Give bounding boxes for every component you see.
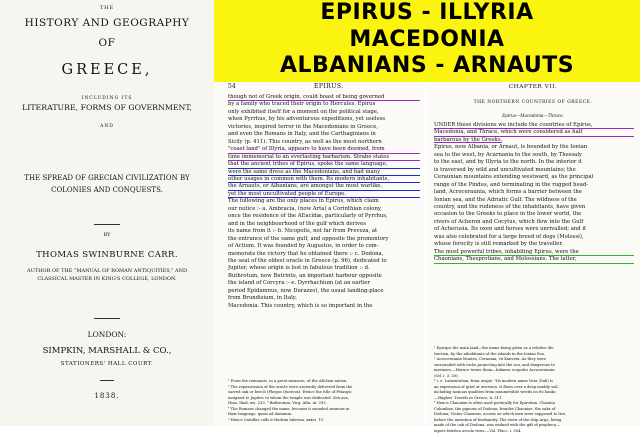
text-line: land, Acroceraunia, which forms a barrier between the: [434, 189, 634, 196]
text-line: range of the Pindus, and terminating in the rugged head-: [434, 182, 634, 189]
section-heading: THE NORTHERN COUNTRIES OF GREECE.: [426, 100, 640, 105]
title-year: 1838.: [0, 392, 214, 400]
chapter-heading: CHAPTER VII.: [426, 84, 640, 90]
text-line: only exhibited itself for a moment on the political stage,: [228, 109, 420, 116]
title-by: BY: [0, 232, 214, 238]
text-line: Buthrotum, now Butrinto, an important harbour opposite: [228, 273, 420, 280]
text-line: of Actium. It was founded by Augustus, in order to com-: [228, 243, 420, 250]
text-line: Epirus, now Albania, or Arnaut, is bounded by the Ionian: [434, 144, 634, 151]
title-line-2: OF: [0, 37, 214, 49]
text-line: by a family who traced their origin to Hercules. Epirus: [228, 101, 420, 108]
footnote-line: including noxious qualities from innumerable weeds on its banks: [434, 390, 634, 396]
text-line: of Acherusia. Its oxen and horses were unrivalled; and it: [434, 226, 634, 233]
text-line: once the residence of the AEacidæ, particularly of Pyrrhus,: [228, 213, 420, 220]
text-line-span: barbarous by the Greeks.: [434, 137, 502, 143]
footnote-line: ² The repossession of the oracle were anciently delivered from the: [228, 385, 420, 391]
title-publisher: SIMPKIN, MARSHALL & CO.,: [0, 346, 214, 356]
text-line: other usages in common with them. Its modern inhabitants,: [228, 176, 420, 183]
text-line: sea to the west, by Acarnania to the south, by Thessaly: [434, 152, 634, 159]
footnote-line: nipote fatidica arcula virus.—Val. Flacc. i. 304.: [434, 429, 634, 434]
text-line: UNDER these divisions we include the countries of Epirus,: [434, 122, 634, 129]
text-line: from Brundisium, in Italy.: [228, 295, 420, 302]
footnotes: [228, 379, 420, 423]
text-line: Ionian sea, and the Adriatic Gulf. The wildness of the: [434, 197, 634, 204]
footnote-line: ² Acroceraunia Montes, Ceraunia, vii Kanveta. As they were: [434, 357, 634, 363]
footnote-line: made of the oak of Dodona, was endued with the gift of prophecy—: [434, 423, 634, 429]
text-line: memorate the victory that he obtained there :- c. Dodona,: [228, 251, 420, 258]
chapter-vii-page: [426, 80, 640, 426]
body-text: [228, 94, 420, 310]
footnote-line: (Od. i. 3. 20).: [434, 374, 634, 380]
title-rule-2: [94, 318, 120, 319]
title-author-desc-2: CLASSICAL MASTER IN KING'S COLLEGE, LONDON.: [0, 276, 214, 282]
topic-banner: [214, 0, 640, 82]
text-line: period Epidamnus, now Durazzo), the usual landing-place: [228, 288, 420, 295]
text-line: Ceraunian mountains extending westward, as the principal: [434, 174, 634, 181]
title-page: [0, 0, 214, 426]
title-the: THE: [0, 5, 214, 11]
text-line: were the same dress as the Macedonians, and had many: [228, 169, 420, 176]
footnote-line: their language, quasi ad damnum.: [228, 412, 420, 418]
text-line: to the east, and by Illyria to the north. In the interior it: [434, 159, 634, 166]
footnote-line: ⁴ Hence Chaonian is often used poetically for Epirotian. Chaonia: [434, 401, 634, 407]
title-city: LONDON:: [0, 330, 214, 339]
footnote-line: ³ i. e. Lamentation, from uwgie. "Its modern name Vora (Suli) is: [434, 379, 634, 385]
text-line: though not of Greek origin, could boast of being governed: [228, 94, 420, 101]
footnote-line: tinction, by the inhabitants of the islands in the Ionian Sea.: [434, 352, 634, 358]
title-spread-1: THE SPREAD OF GRECIAN CIVILIZATION BY: [0, 174, 214, 182]
footnote-line: —Hughes' Travels in Greece, ii. 311.: [434, 396, 634, 402]
footnote-line: an expression of grief or aversion. It flows over a deep muddy soil,: [434, 385, 634, 391]
text-line: the Arnauts, or Albanians, are amongst the most warlike,: [228, 183, 420, 190]
footnote-line: mariners.—Horace terms them—Infames scopulos Acroceraunia.: [434, 368, 634, 374]
footnote-line: surrounded with rocks projecting into the sea, and dangerous to: [434, 363, 634, 369]
title-rule-1: [94, 224, 120, 225]
text-line: the island of Corcyra :- e. Dyrrhachium (at an earlier: [228, 280, 420, 287]
title-rule-3: [100, 380, 114, 381]
text-line: victories, inspired terror in the Macedonians in Greece,: [228, 124, 420, 131]
text-line: was also celebrated for a large breed of dogs (Molossi),: [434, 234, 634, 241]
text-line: and even the Romans in Italy, and the Carthaginians in: [228, 131, 420, 138]
text-line: The following are the only places in Epirus, which claim: [228, 198, 420, 205]
title-literature: LITERATURE, FORMS OF GOVERNMENT,: [0, 103, 214, 112]
banner-line-2: MACEDONIA: [214, 27, 640, 52]
text-line: Macedonia. This country, which is so important in the: [228, 303, 420, 310]
text-line: Macedonia, and Thrace, which were considered as half: [434, 129, 634, 136]
banner-line-3: ALBANIANS - ARNAUTS: [214, 53, 640, 78]
text-line: its name from it :- b. Nicopolis, not far from Preveza, at: [228, 228, 420, 235]
title-line-1: HISTORY AND GEOGRAPHY: [0, 17, 214, 29]
text-line: Sicily (p. 411). This country, as well as the most northern: [228, 139, 420, 146]
text-line: Jupiter, whose origin is lost in fabulous tradition :- d.: [228, 265, 420, 272]
footnote-line: sacred oak or beech (Phegos Quercus). Hence the title of Pelasgic: [228, 390, 420, 396]
title-author: THOMAS SWINBURNE CARR.: [0, 250, 214, 260]
text-line: rivers of Acheron and Cocytus, which flow into the Gulf: [434, 219, 634, 226]
text-line: whose ferocity is still remarked by the traveller.: [434, 241, 634, 248]
footnote-line: ¹ Epwqos the main land—the name being given as a relative dis-: [434, 346, 634, 352]
text-line: when Pyrrhus, by his adventurous expeditions, yet useless: [228, 116, 420, 123]
running-head-title: EPIRUS.: [314, 83, 344, 90]
text-line: that the ancient tribes of Epirus, spoke the same language,: [228, 161, 420, 168]
title-author-desc-1: AUTHOR OF THE "MANUAL OF ROMAN ANTIQUITIES," AND: [0, 268, 214, 274]
title-stationers-hall: STATIONERS' HALL COURT.: [0, 361, 214, 367]
footnote-line: Dodona; Victus Chaonius, acorns on which men were supposed to live,: [434, 412, 634, 418]
text-line: time immemorial to an everlasting barbarism. Strabo states: [228, 154, 420, 161]
text-line: and in the neighbourhood of the gulf which derives: [228, 221, 420, 228]
text-line: yet the most uncultivated people of Europe.: [228, 191, 420, 198]
text-line: "coast land" of Illyria, appears to have been deemed, from: [228, 146, 420, 153]
text-line: The most powerful tribes, inhabiting Epirus, were the: [434, 249, 634, 256]
title-line-3: GREECE,: [0, 62, 214, 78]
footnote-line: assigned to Jupiter, to whom the temple was dedicated. Zeù ava,: [228, 396, 420, 402]
banner-line-1: EPIRUS - ILLYRIA: [214, 0, 640, 25]
text-line: the seat of the oldest oracle in Greece (p. 96), dedicated to: [228, 258, 420, 265]
footnote-line: ⁴ The Romans changed the name, because it sounded ominous in: [228, 407, 420, 413]
footnote-line: ¹ From the remnants, in a great measure, of the AEolian nation.: [228, 379, 420, 385]
section-subtitle: Epirus—Macedonia—Thrace.: [426, 113, 640, 118]
text-line: is traversed by wild and uncultivated mountains; the: [434, 167, 634, 174]
title-and: AND: [0, 124, 214, 129]
footnotes: [434, 346, 634, 434]
text-line: country, and the rudeness of the inhabitants, have given: [434, 204, 634, 211]
text-line: occasion to the Greeks to place in the lower world, the: [434, 211, 634, 218]
footnote-line: before the invention of husbandry. The stern of the ship Argo, being: [434, 418, 634, 424]
page-54: [214, 80, 425, 426]
footnote-line: Hom. Iliad, xvi. 233. ³ Buthrotum, Virg. AEn. iii. 293.: [228, 401, 420, 407]
text-line: Chaonians, Thesprotians, and Molossians. The latter,: [434, 256, 634, 263]
title-including: INCLUDING ITS: [0, 96, 214, 101]
footnote-line: ⁵ Hence Catullus calls it Hadriæ taberna, xxxvi. 15.: [228, 418, 420, 424]
footnote-line: Columbae, the pigeons of Dodona; frondes Chaoniae, the oaks of: [434, 407, 634, 413]
body-text: [434, 122, 634, 264]
text-line: the entrance of the same gulf, and opposite the promontory: [228, 236, 420, 243]
text-line: our notice :- a. Ambracia, (now Arta) a Corinthian colony,: [228, 206, 420, 213]
title-spread-2: COLONIES AND CONQUESTS.: [0, 186, 214, 194]
page-number: 54: [228, 83, 236, 90]
text-line: [434, 137, 634, 144]
